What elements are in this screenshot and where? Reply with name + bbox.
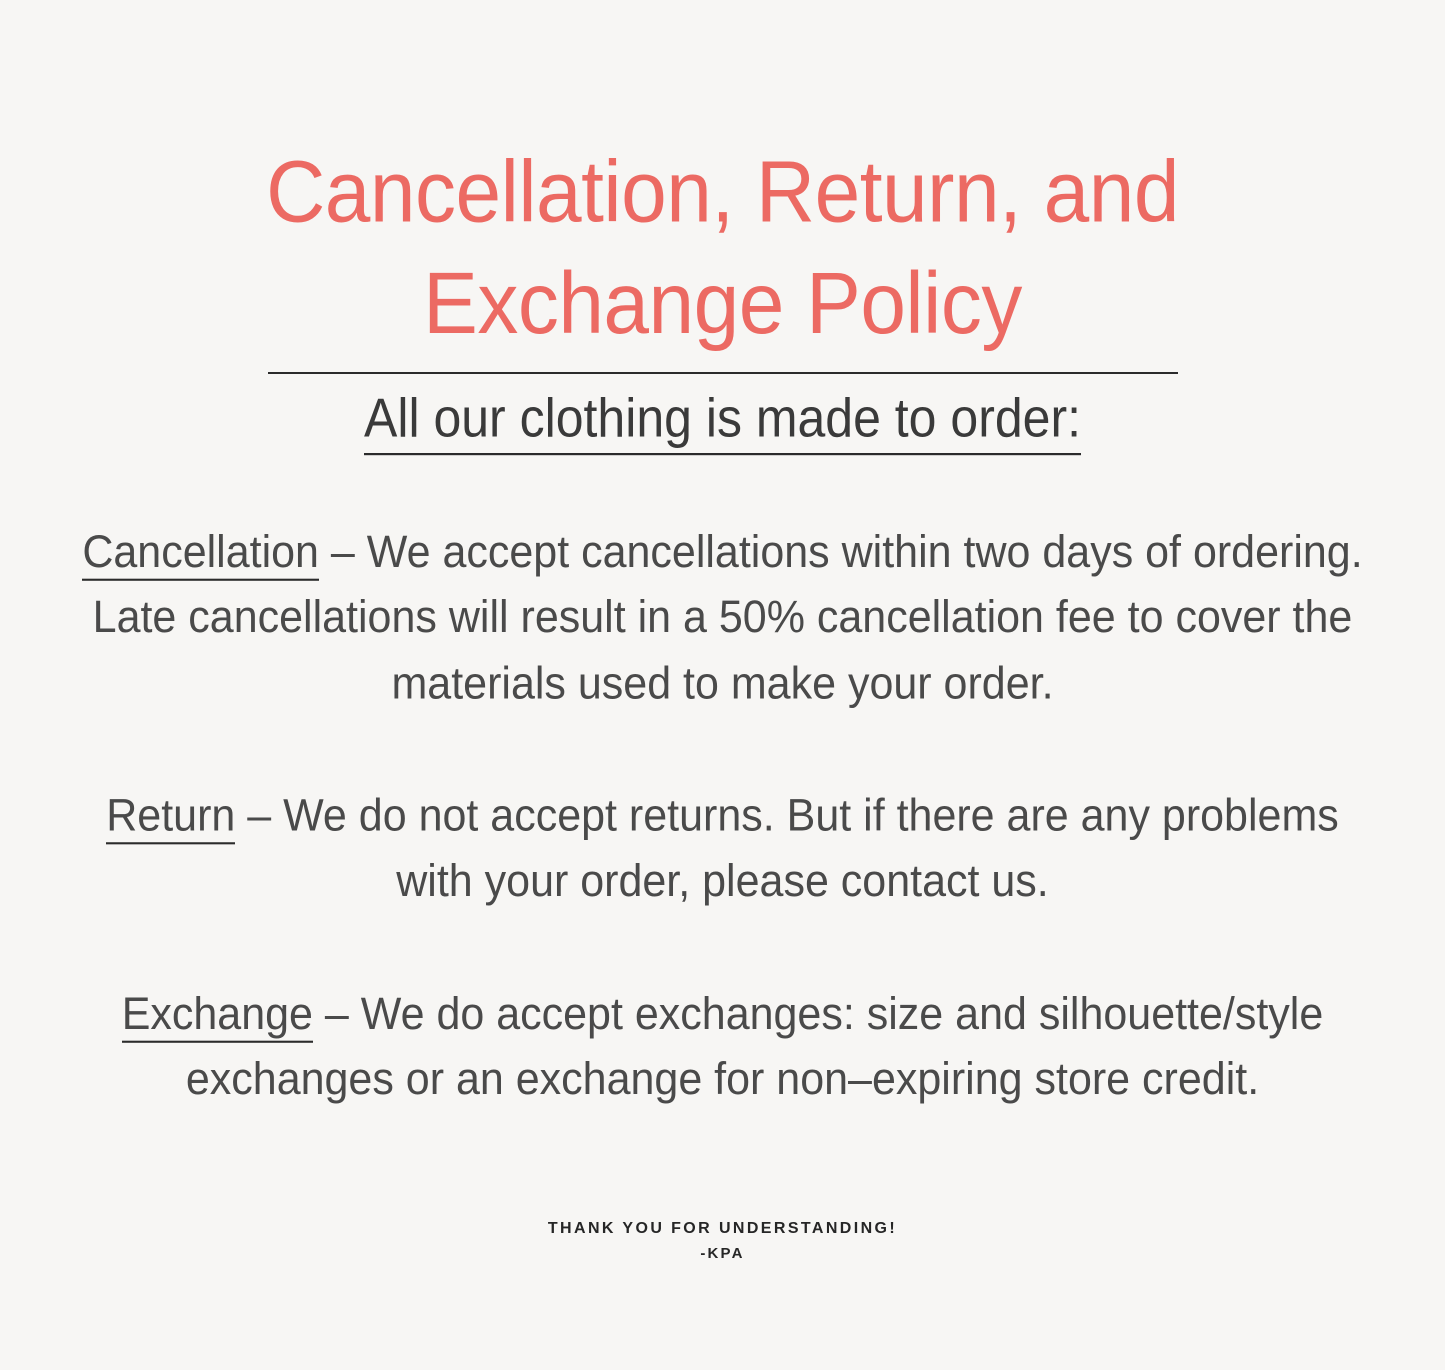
footer-signature: -KPA xyxy=(700,1245,745,1262)
policy-text-cancellation: – We accept cancellations within two days of ordering. Late cancellations will result in a 50% cancellation fee to cover the materials used to make your order. xyxy=(92,527,1363,709)
policy-text-exchange: – We do accept exchanges: size and silhouette/style exchanges or an exchange for non–expiring store credit. xyxy=(185,988,1324,1105)
policy-paragraph-cancellation xyxy=(73,520,1373,716)
subtitle: All our clothing is made to order: xyxy=(364,385,1081,455)
policy-sections xyxy=(73,520,1373,1113)
subtitle-container xyxy=(0,388,1445,452)
policy-paragraph-return xyxy=(73,783,1373,914)
policy-lead-cancellation: Cancellation xyxy=(82,527,319,581)
footer xyxy=(0,1220,1445,1262)
footer-thank-you: THANK YOU FOR UNDERSTANDING! xyxy=(547,1220,898,1237)
policy-paragraph-exchange xyxy=(73,982,1373,1113)
policy-lead-exchange: Exchange xyxy=(122,989,313,1043)
page-title: Cancellation, Return, and Exchange Policy xyxy=(266,144,1179,352)
policy-lead-return: Return xyxy=(106,791,235,845)
policy-text-return: – We do not accept returns. But if there are any problems with your order, please contact us. xyxy=(235,790,1339,907)
title-divider xyxy=(268,372,1178,374)
